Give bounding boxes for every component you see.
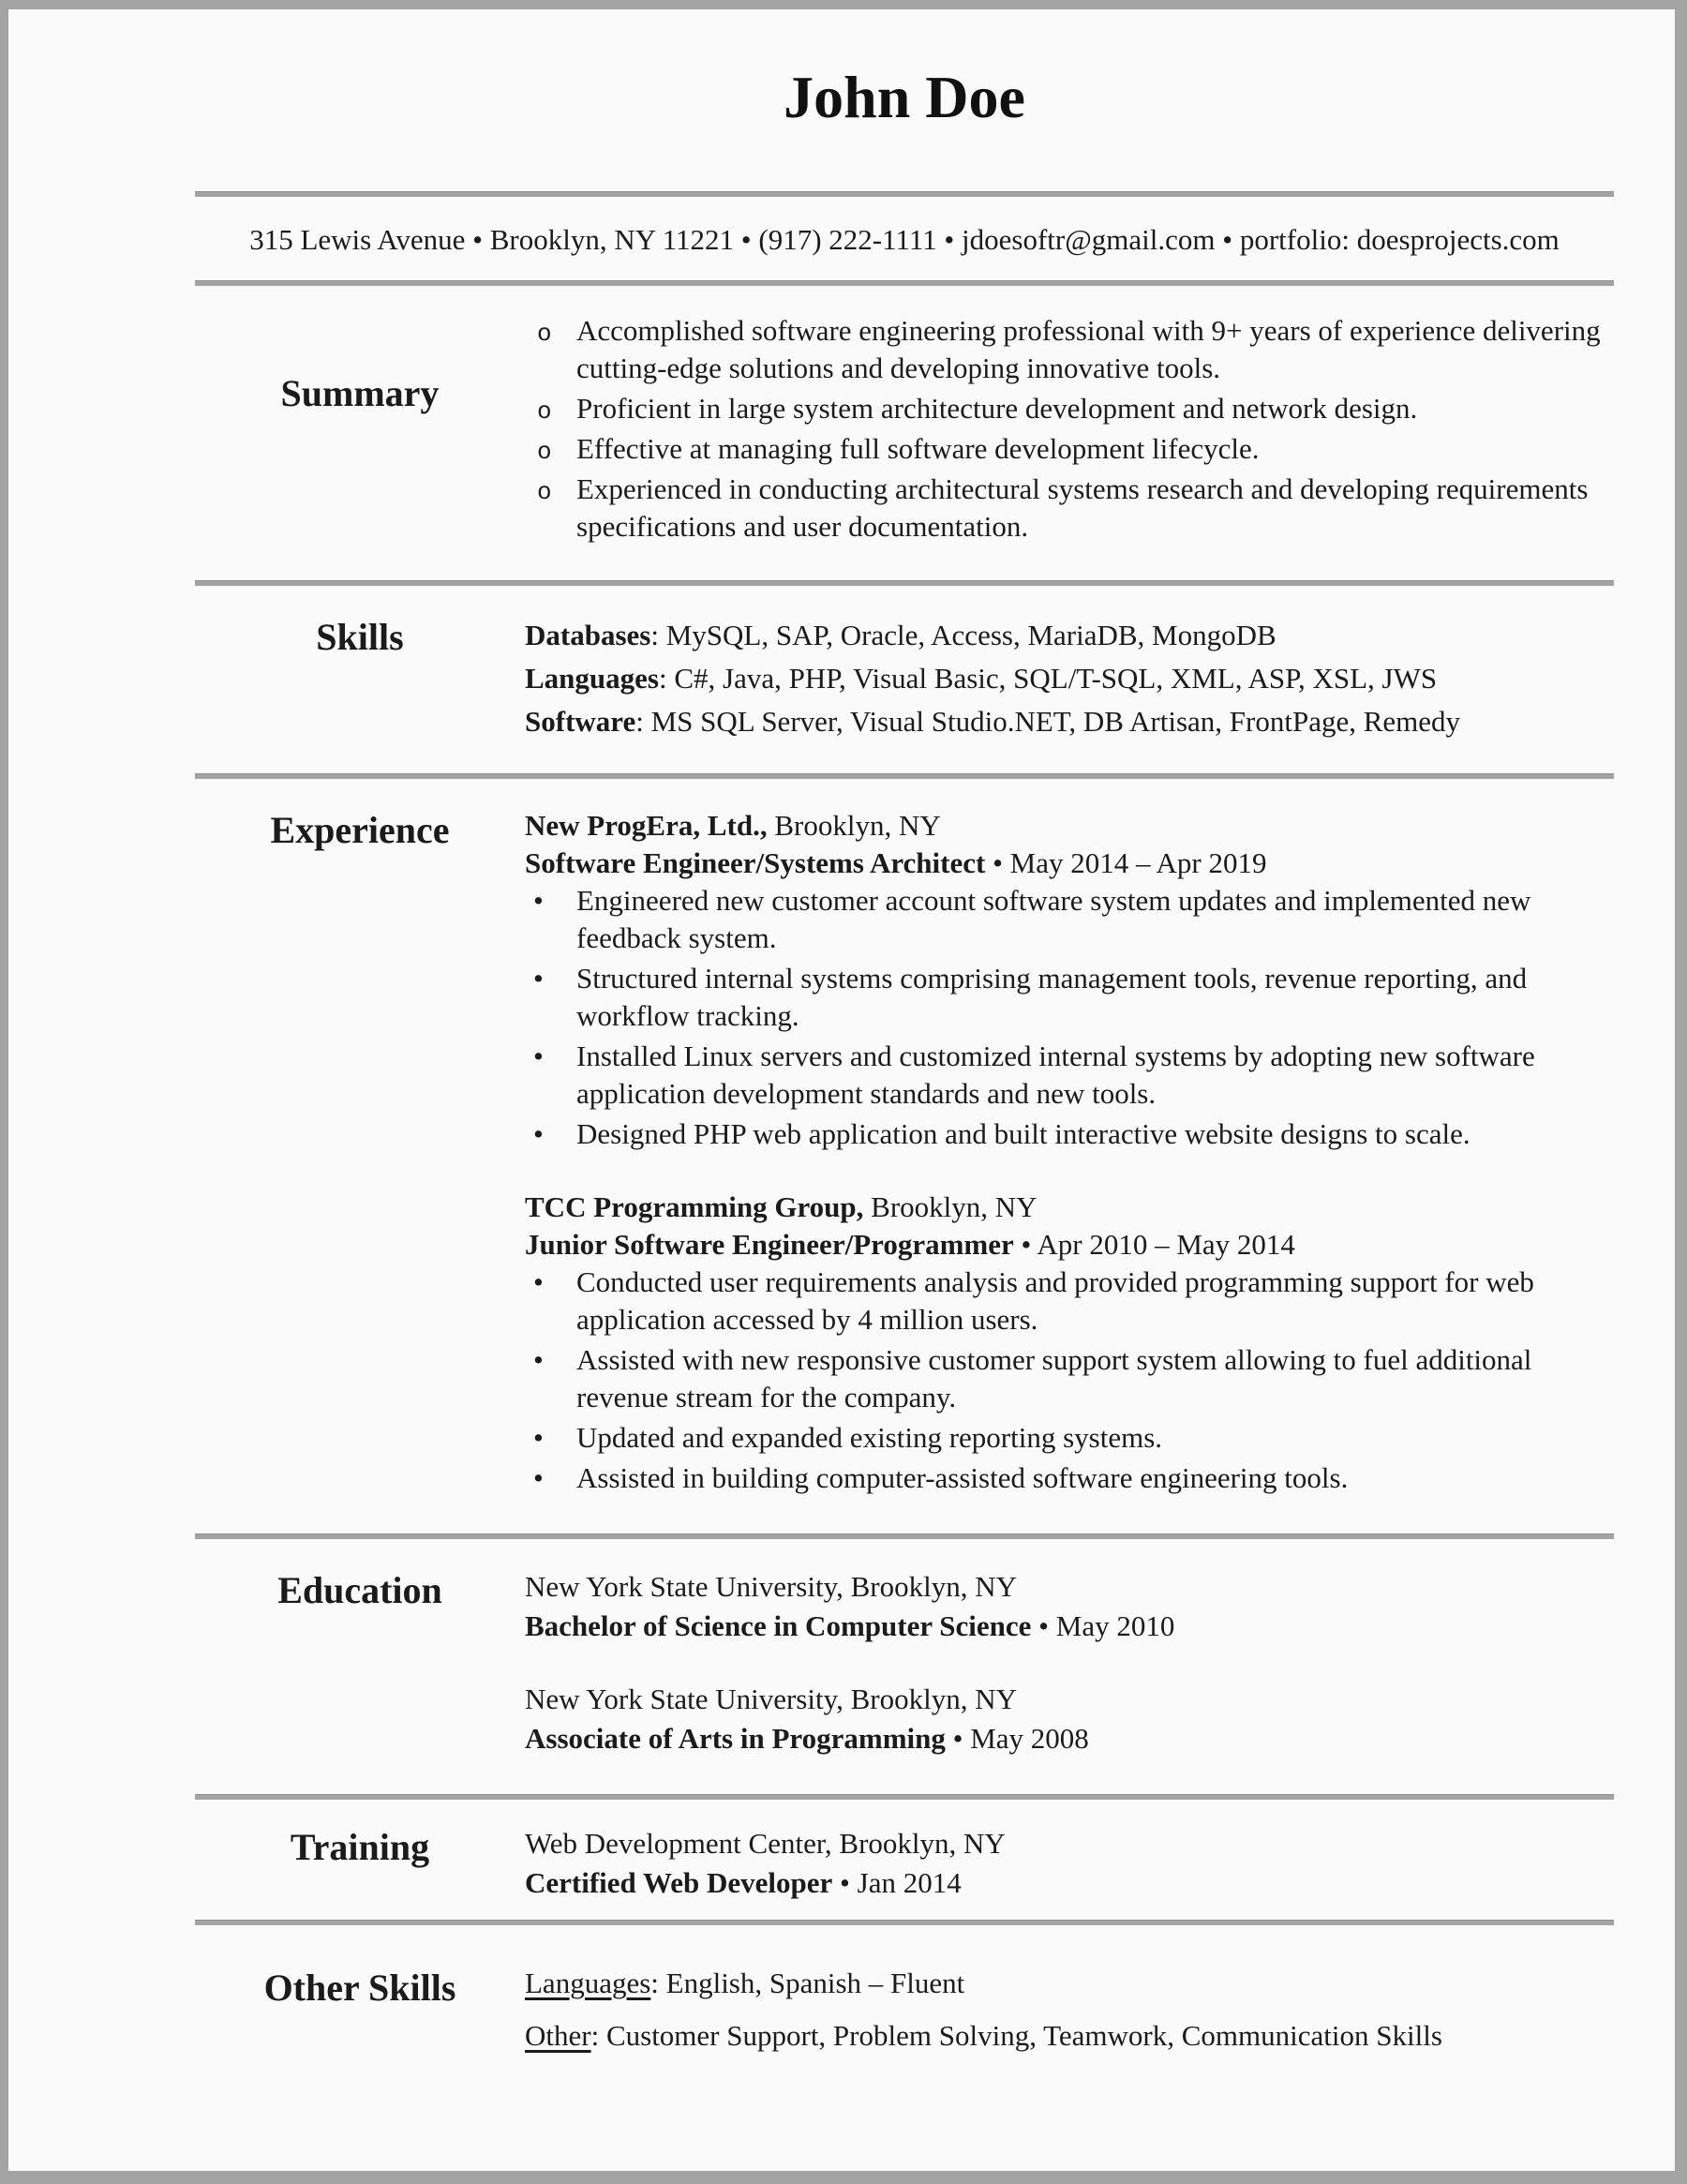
job-title-line bbox=[525, 845, 1610, 882]
contact-line: 315 Lewis Avenue • Brooklyn, NY 11221 • (917) 222-1111 • jdoesoftr@gmail.com • portfolio: doesprojects.com bbox=[249, 223, 1560, 256]
job-bullet-list bbox=[525, 1264, 1610, 1497]
skill-row bbox=[525, 657, 1610, 700]
job-company: New ProgEra, Ltd., bbox=[525, 809, 768, 842]
job-bullet-text: Assisted in building computer-assisted software engineering tools. bbox=[576, 1461, 1349, 1494]
summary-bullet-list bbox=[525, 312, 1610, 546]
job-bullet-text: Updated and expanded existing reporting systems. bbox=[576, 1421, 1163, 1454]
training-label-column bbox=[195, 1824, 525, 1903]
other-skill-row bbox=[525, 1965, 1610, 2002]
skills-content bbox=[525, 614, 1614, 743]
job-dates: • May 2014 – Apr 2019 bbox=[993, 846, 1267, 879]
skill-term: Software bbox=[525, 705, 636, 738]
job-bullet-item bbox=[525, 882, 1610, 957]
experience-heading: Experience bbox=[270, 809, 450, 851]
training-heading: Training bbox=[290, 1826, 430, 1868]
job-bullet-text: Structured internal systems comprising management tools, revenue reporting, and workflow tracking. bbox=[576, 962, 1528, 1032]
other-skill-items: : Customer Support, Problem Solving, Teamwork, Communication Skills bbox=[590, 2019, 1442, 2052]
education-degree: Associate of Arts in Programming bbox=[525, 1722, 946, 1755]
skills-label-column bbox=[195, 614, 525, 743]
job-bullet-item bbox=[525, 1115, 1610, 1153]
disc-bullet-icon: • bbox=[533, 1421, 544, 1454]
summary-bullet-item bbox=[525, 312, 1610, 387]
job-bullet-item bbox=[525, 960, 1610, 1035]
summary-bullet-text: Experienced in conducting architectural systems research and developing requirements specifications and user documentation. bbox=[576, 472, 1589, 543]
other-skill-term: Languages bbox=[525, 1967, 651, 1999]
summary-bullet-text: Effective at managing full software development lifecycle. bbox=[576, 432, 1260, 465]
disc-bullet-icon: • bbox=[533, 1343, 544, 1376]
education-degree-line bbox=[525, 1607, 1610, 1646]
other-skills-label-column bbox=[195, 1965, 525, 2055]
skill-row bbox=[525, 614, 1610, 657]
job-location: Brooklyn, NY bbox=[774, 809, 941, 842]
disc-bullet-icon: • bbox=[533, 1040, 544, 1072]
section-training bbox=[195, 1800, 1614, 1920]
summary-bullet-text: Proficient in large system architecture development and network design. bbox=[576, 392, 1418, 425]
summary-bullet-item bbox=[525, 471, 1610, 546]
education-entry bbox=[525, 1680, 1610, 1758]
job-bullet-item bbox=[525, 1459, 1610, 1497]
training-cert: Certified Web Developer bbox=[525, 1866, 833, 1899]
skill-term: Languages bbox=[525, 662, 659, 695]
job-bullet-text: Engineered new customer account software system updates and implemented new feedback system. bbox=[576, 884, 1531, 954]
section-summary bbox=[195, 286, 1614, 580]
education-school: New York State University, Brooklyn, NY bbox=[525, 1683, 1017, 1715]
training-entry bbox=[525, 1824, 1610, 1903]
job-bullet-item bbox=[525, 1419, 1610, 1457]
training-content bbox=[525, 1824, 1614, 1903]
skill-term: Databases bbox=[525, 619, 651, 651]
circle-bullet-icon: o bbox=[537, 478, 552, 506]
section-education bbox=[195, 1539, 1614, 1794]
summary-bullet-text: Accomplished software engineering professional with 9+ years of experience delivering cutting-edge solutions and developing innovative tools. bbox=[576, 314, 1601, 384]
training-date: • Jan 2014 bbox=[840, 1866, 962, 1899]
job-entry bbox=[525, 1189, 1610, 1497]
education-content bbox=[525, 1567, 1614, 1758]
education-school: New York State University, Brooklyn, NY bbox=[525, 1570, 1017, 1603]
circle-bullet-icon: o bbox=[537, 438, 552, 466]
summary-heading: Summary bbox=[280, 372, 440, 414]
section-skills bbox=[195, 586, 1614, 773]
disc-bullet-icon: • bbox=[533, 884, 544, 917]
other-skill-row bbox=[525, 2017, 1610, 2055]
education-label-column bbox=[195, 1567, 525, 1758]
job-bullet-item bbox=[525, 1341, 1610, 1416]
summary-bullet-item bbox=[525, 390, 1610, 427]
training-school: Web Development Center, Brooklyn, NY bbox=[525, 1827, 1006, 1860]
disc-bullet-icon: • bbox=[533, 962, 544, 995]
job-bullet-text: Assisted with new responsive customer support system allowing to fuel additional revenue stream for the company. bbox=[576, 1343, 1532, 1414]
job-company-line bbox=[525, 807, 1610, 845]
job-title: Software Engineer/Systems Architect bbox=[525, 846, 986, 879]
section-other-skills bbox=[195, 1925, 1614, 2055]
skill-row bbox=[525, 700, 1610, 743]
job-bullet-text: Designed PHP web application and built interactive website designs to scale. bbox=[576, 1117, 1471, 1150]
resume-content bbox=[195, 9, 1614, 2055]
education-heading: Education bbox=[277, 1569, 442, 1611]
experience-content bbox=[525, 807, 1614, 1500]
training-cert-line bbox=[525, 1863, 1610, 1903]
job-bullet-text: Conducted user requirements analysis and provided programming support for web application accessed by 4 million users. bbox=[576, 1265, 1534, 1336]
job-location: Brooklyn, NY bbox=[871, 1190, 1038, 1223]
education-degree: Bachelor of Science in Computer Science bbox=[525, 1609, 1032, 1642]
education-entry bbox=[525, 1567, 1610, 1646]
job-company: TCC Programming Group, bbox=[525, 1190, 864, 1223]
job-bullet-list bbox=[525, 882, 1610, 1153]
education-date: • May 2010 bbox=[1038, 1609, 1175, 1642]
circle-bullet-icon: o bbox=[537, 397, 552, 426]
summary-label-column bbox=[195, 312, 525, 548]
other-skills-heading: Other Skills bbox=[263, 1967, 456, 2009]
skills-heading: Skills bbox=[316, 616, 404, 658]
job-bullet-item bbox=[525, 1038, 1610, 1113]
skill-items: : C#, Java, PHP, Visual Basic, SQL/T-SQL, XML, ASP, XSL, JWS bbox=[658, 662, 1438, 695]
section-experience bbox=[195, 779, 1614, 1533]
job-title-line bbox=[525, 1226, 1610, 1264]
summary-content bbox=[525, 312, 1614, 548]
skill-items: : MS SQL Server, Visual Studio.NET, DB Artisan, FrontPage, Remedy bbox=[635, 705, 1461, 738]
other-skill-items: : English, Spanish – Fluent bbox=[650, 1967, 965, 1999]
resume-name: John Doe bbox=[784, 64, 1025, 130]
circle-bullet-icon: o bbox=[537, 320, 552, 348]
other-skill-term: Other bbox=[525, 2019, 591, 2052]
summary-bullet-item bbox=[525, 430, 1610, 468]
job-company-line bbox=[525, 1189, 1610, 1226]
disc-bullet-icon: • bbox=[533, 1461, 544, 1494]
experience-label-column bbox=[195, 807, 525, 1500]
disc-bullet-icon: • bbox=[533, 1117, 544, 1150]
skill-items: : MySQL, SAP, Oracle, Access, MariaDB, MongoDB bbox=[650, 619, 1276, 651]
job-bullet-item bbox=[525, 1264, 1610, 1339]
job-title: Junior Software Engineer/Programmer bbox=[525, 1228, 1014, 1261]
other-skills-content bbox=[525, 1965, 1614, 2055]
job-entry bbox=[525, 807, 1610, 1153]
job-bullet-text: Installed Linux servers and customized internal systems by adopting new software application development standards and new tools. bbox=[576, 1040, 1535, 1110]
education-date: • May 2008 bbox=[952, 1722, 1089, 1755]
disc-bullet-icon: • bbox=[533, 1265, 544, 1298]
job-dates: • Apr 2010 – May 2014 bbox=[1021, 1228, 1295, 1261]
education-degree-line bbox=[525, 1719, 1610, 1758]
